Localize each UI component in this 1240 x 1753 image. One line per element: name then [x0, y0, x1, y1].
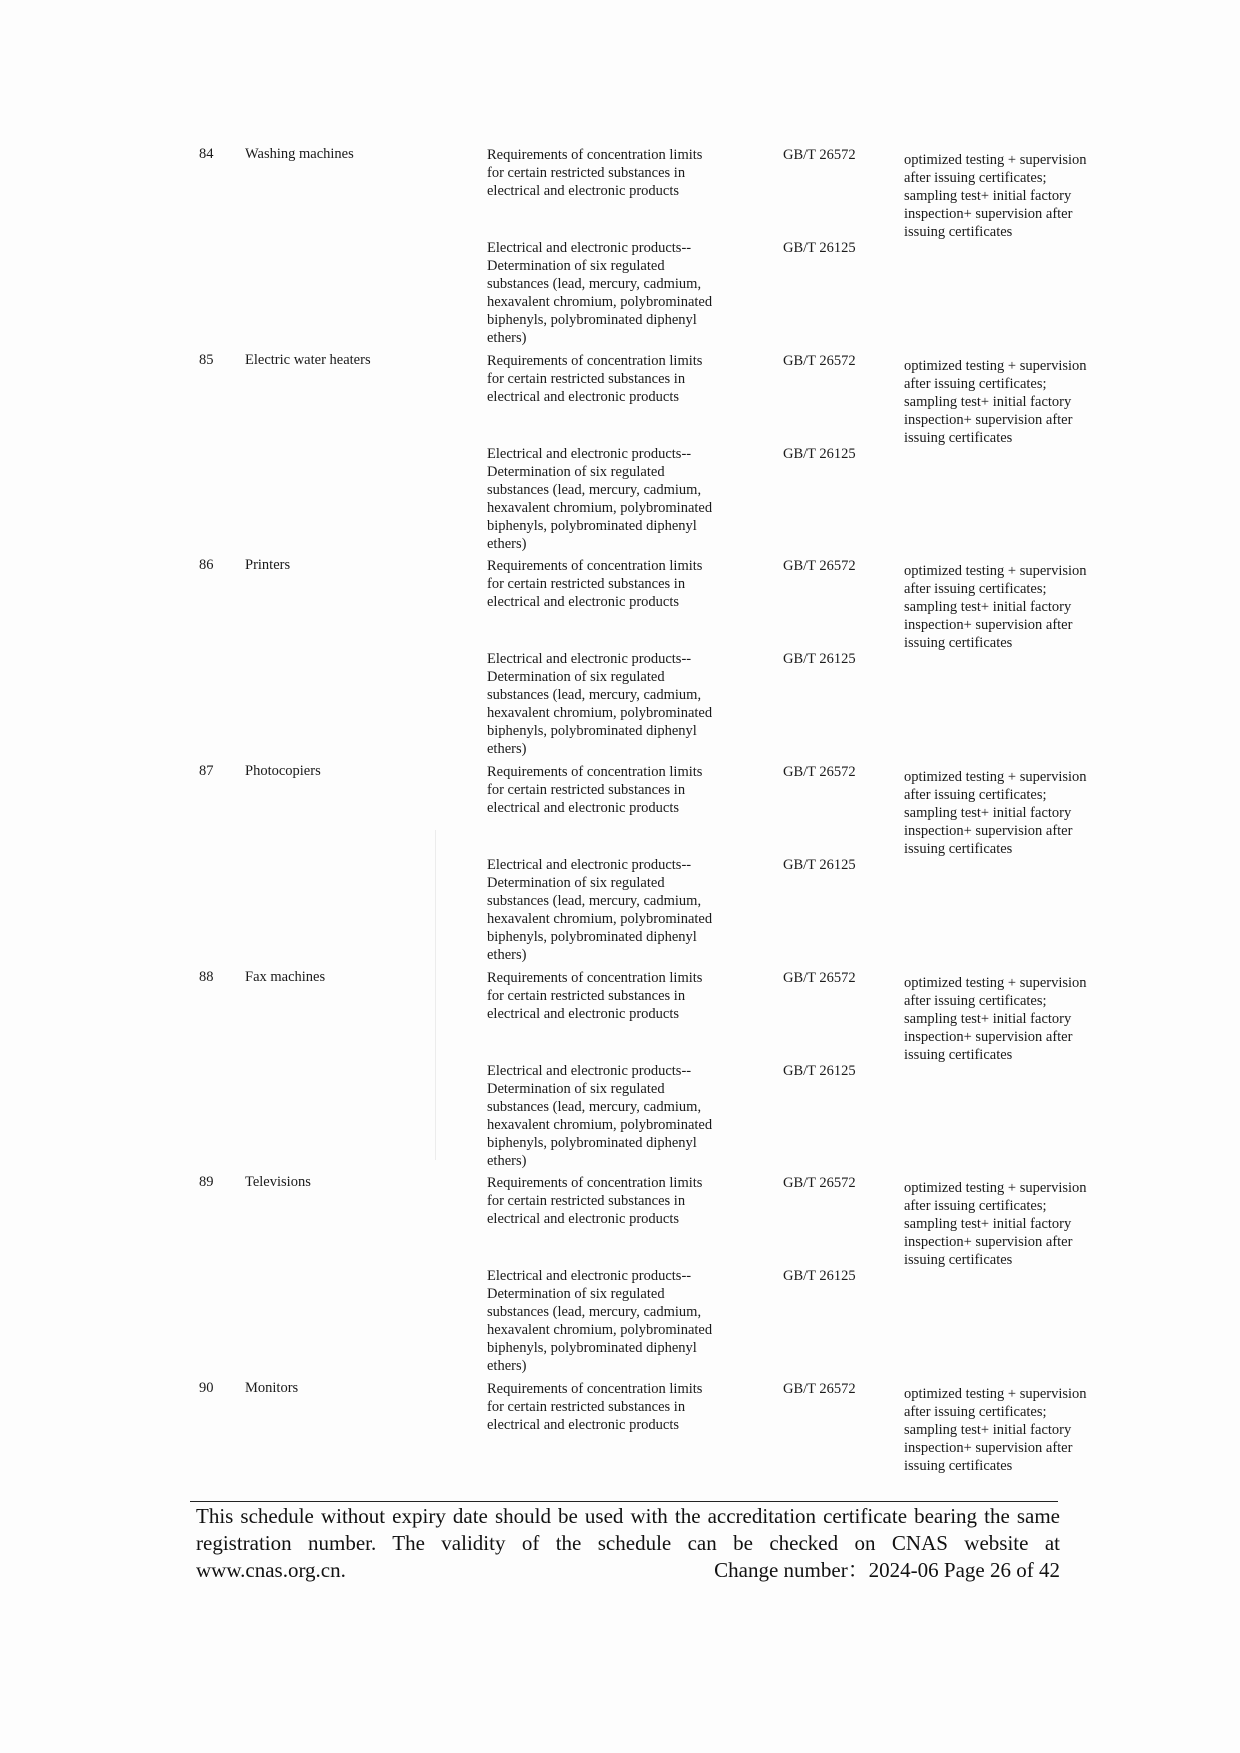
table-row [0, 1173, 1240, 1379]
standard-name: Electrical and electronic products-- Determination of six regulated substances (lead, mercury, cadmium, hexavalent chromium, polybrominated biphenyls, polybrominated diphenyl ethers) [487, 446, 713, 552]
product-name: Fax machines [245, 969, 326, 985]
standard-code: GB/T 26125 [783, 1063, 856, 1079]
table-row [0, 1379, 1240, 1479]
standard-code: GB/T 26572 [783, 147, 856, 163]
certification-approach: optimized testing + supervision after issuing certificates; sampling test+ initial factory inspection+ supervision after issuing certificates [904, 358, 1087, 446]
standard-code: GB/T 26572 [783, 764, 856, 780]
certification-approach: optimized testing + supervision after issuing certificates; sampling test+ initial factory inspection+ supervision after issuing certificates [904, 975, 1087, 1063]
standard-code: GB/T 26125 [783, 651, 856, 667]
standard-code: GB/T 26125 [783, 857, 856, 873]
standard-code: GB/T 26572 [783, 353, 856, 369]
standard-name: Electrical and electronic products-- Determination of six regulated substances (lead, mercury, cadmium, hexavalent chromium, polybrominated biphenyls, polybrominated diphenyl ethers) [487, 1268, 713, 1374]
item-number: 90 [199, 1380, 214, 1396]
table-row [0, 145, 1240, 351]
item-number: 84 [199, 146, 214, 162]
footer-bottom-line [196, 1557, 1060, 1584]
standard-code: GB/T 26125 [783, 446, 856, 462]
standard-name: Requirements of concentration limits for certain restricted substances in electrical and electronic products [487, 1381, 703, 1433]
certification-approach: optimized testing + supervision after issuing certificates; sampling test+ initial factory inspection+ supervision after issuing certificates [904, 152, 1087, 240]
standard-name: Electrical and electronic products-- Determination of six regulated substances (lead, mercury, cadmium, hexavalent chromium, polybrominated biphenyls, polybrominated diphenyl ethers) [487, 240, 713, 346]
item-number: 85 [199, 352, 214, 368]
footer-divider [190, 1501, 1058, 1502]
standard-name: Requirements of concentration limits for certain restricted substances in electrical and electronic products [487, 147, 703, 199]
standard-name: Requirements of concentration limits for certain restricted substances in electrical and electronic products [487, 353, 703, 405]
scan-artifact-line [435, 830, 436, 1160]
standard-code: GB/T 26572 [783, 1381, 856, 1397]
standard-code: GB/T 26572 [783, 558, 856, 574]
standard-name: Electrical and electronic products-- Determination of six regulated substances (lead, mercury, cadmium, hexavalent chromium, polybrominated biphenyls, polybrominated diphenyl ethers) [487, 1063, 713, 1169]
item-number: 88 [199, 969, 214, 985]
table-row [0, 762, 1240, 968]
footer-website: www.cnas.org.cn. [196, 1558, 346, 1582]
product-name: Photocopiers [245, 763, 321, 779]
standard-code: GB/T 26572 [783, 1175, 856, 1191]
table-row [0, 556, 1240, 762]
product-name: Washing machines [245, 146, 354, 162]
certification-approach: optimized testing + supervision after issuing certificates; sampling test+ initial factory inspection+ supervision after issuing certificates [904, 563, 1087, 651]
footer-note: This schedule without expiry date should be used with the accreditation certificate bearing the same registration number. The validity of the schedule can be checked on CNAS website at [196, 1504, 1060, 1555]
product-name: Monitors [245, 1380, 299, 1396]
product-name: Printers [245, 557, 291, 573]
item-number: 87 [199, 763, 214, 779]
standard-name: Electrical and electronic products-- Determination of six regulated substances (lead, mercury, cadmium, hexavalent chromium, polybrominated biphenyls, polybrominated diphenyl ethers) [487, 857, 713, 963]
standard-code: GB/T 26572 [783, 970, 856, 986]
footer-change-number: Change number：2024-06 Page 26 of 42 [714, 1558, 1060, 1582]
standard-code: GB/T 26125 [783, 1268, 856, 1284]
certification-approach: optimized testing + supervision after issuing certificates; sampling test+ initial factory inspection+ supervision after issuing certificates [904, 1386, 1087, 1474]
standard-code: GB/T 26125 [783, 240, 856, 256]
page-footer [196, 1503, 1060, 1584]
standard-name: Requirements of concentration limits for certain restricted substances in electrical and electronic products [487, 558, 703, 610]
standard-name: Requirements of concentration limits for certain restricted substances in electrical and electronic products [487, 970, 703, 1022]
standard-name: Requirements of concentration limits for certain restricted substances in electrical and electronic products [487, 1175, 703, 1227]
item-number: 89 [199, 1174, 214, 1190]
table-row [0, 968, 1240, 1174]
product-name: Televisions [245, 1174, 311, 1190]
standard-name: Requirements of concentration limits for certain restricted substances in electrical and electronic products [487, 764, 703, 816]
certification-approach: optimized testing + supervision after issuing certificates; sampling test+ initial factory inspection+ supervision after issuing certificates [904, 769, 1087, 857]
item-number: 86 [199, 557, 214, 573]
standard-name: Electrical and electronic products-- Determination of six regulated substances (lead, mercury, cadmium, hexavalent chromium, polybrominated biphenyls, polybrominated diphenyl ethers) [487, 651, 713, 757]
product-name: Electric water heaters [245, 352, 371, 368]
table-row [0, 351, 1240, 557]
certification-approach: optimized testing + supervision after issuing certificates; sampling test+ initial factory inspection+ supervision after issuing certificates [904, 1180, 1087, 1268]
